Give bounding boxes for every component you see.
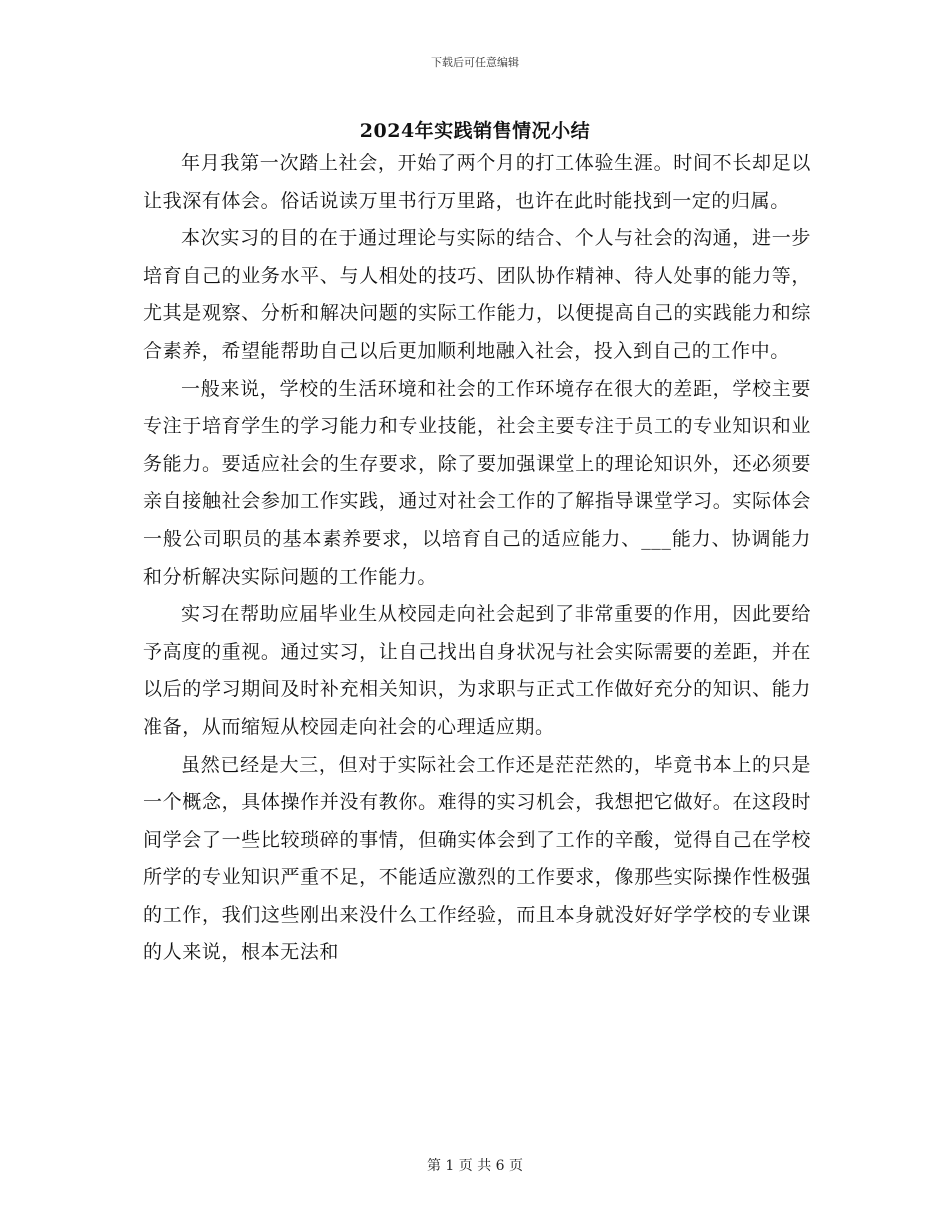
page-number-footer: 第 1 页 共 6 页 [426,1158,524,1174]
document-title: 2024年实践销售情况小结 [359,120,591,142]
document-body [143,145,811,972]
paragraph-2: 本次实习的目的在于通过理论与实际的结合、个人与社会的沟通，进一步培育自己的业务水平、与人相处的技巧、团队协作精神、待人处事的能力等，尤其是观察、分析和解决问题的实际工作能力，以便提高自己的实践能力和综合素养，希望能帮助自己以后更加顺利地融入社会，投入到自己的工作中。 [143,227,811,362]
paragraph-4: 实习在帮助应届毕业生从校园走向社会起到了非常重要的作用，因此要给予高度的重视。通过实习，让自己找出自身状况与社会实际需要的差距，并在以后的学习期间及时补充相关知识，为求职与正式工作做好充分的知识、能力准备，从而缩短从校园走向社会的心理适应期。 [143,603,811,738]
paragraph-3: 一般来说，学校的生活环境和社会的工作环境存在很大的差距，学校主要专注于培育学生的学习能力和专业技能，社会主要专注于员工的专业知识和业务能力。要适应社会的生存要求，除了要加强课堂上的理论知识外，还必须要亲自接触社会参加工作实践，通过对社会工作的了解指导课堂学习。实际体会一般公司职员的基本素养要求，以培育自己的适应能力、___能力、协调能力和分析解决实际问题的工作能力。 [143,377,811,588]
paragraph-1: 年月我第一次踏上社会，开始了两个月的打工体验生涯。时间不长却足以让我深有体会。俗话说读万里书行万里路，也许在此时能找到一定的归属。 [143,152,811,212]
paragraph-5: 虽然已经是大三，但对于实际社会工作还是茫茫然的，毕竟书本上的只是一个概念，具体操作并没有教你。难得的实习机会，我想把它做好。在这段时间学会了一些比较琐碎的事情，但确实体会到了工作的辛酸，觉得自己在学校所学的专业知识严重不足，不能适应激烈的工作要求，像那些实际操作性极强的工作，我们这些刚出来没什么工作经验，而且本身就没好好学学校的专业课的人来说，根本无法和 [143,753,811,964]
page-header-note: 下载后可任意编辑 [431,56,519,69]
